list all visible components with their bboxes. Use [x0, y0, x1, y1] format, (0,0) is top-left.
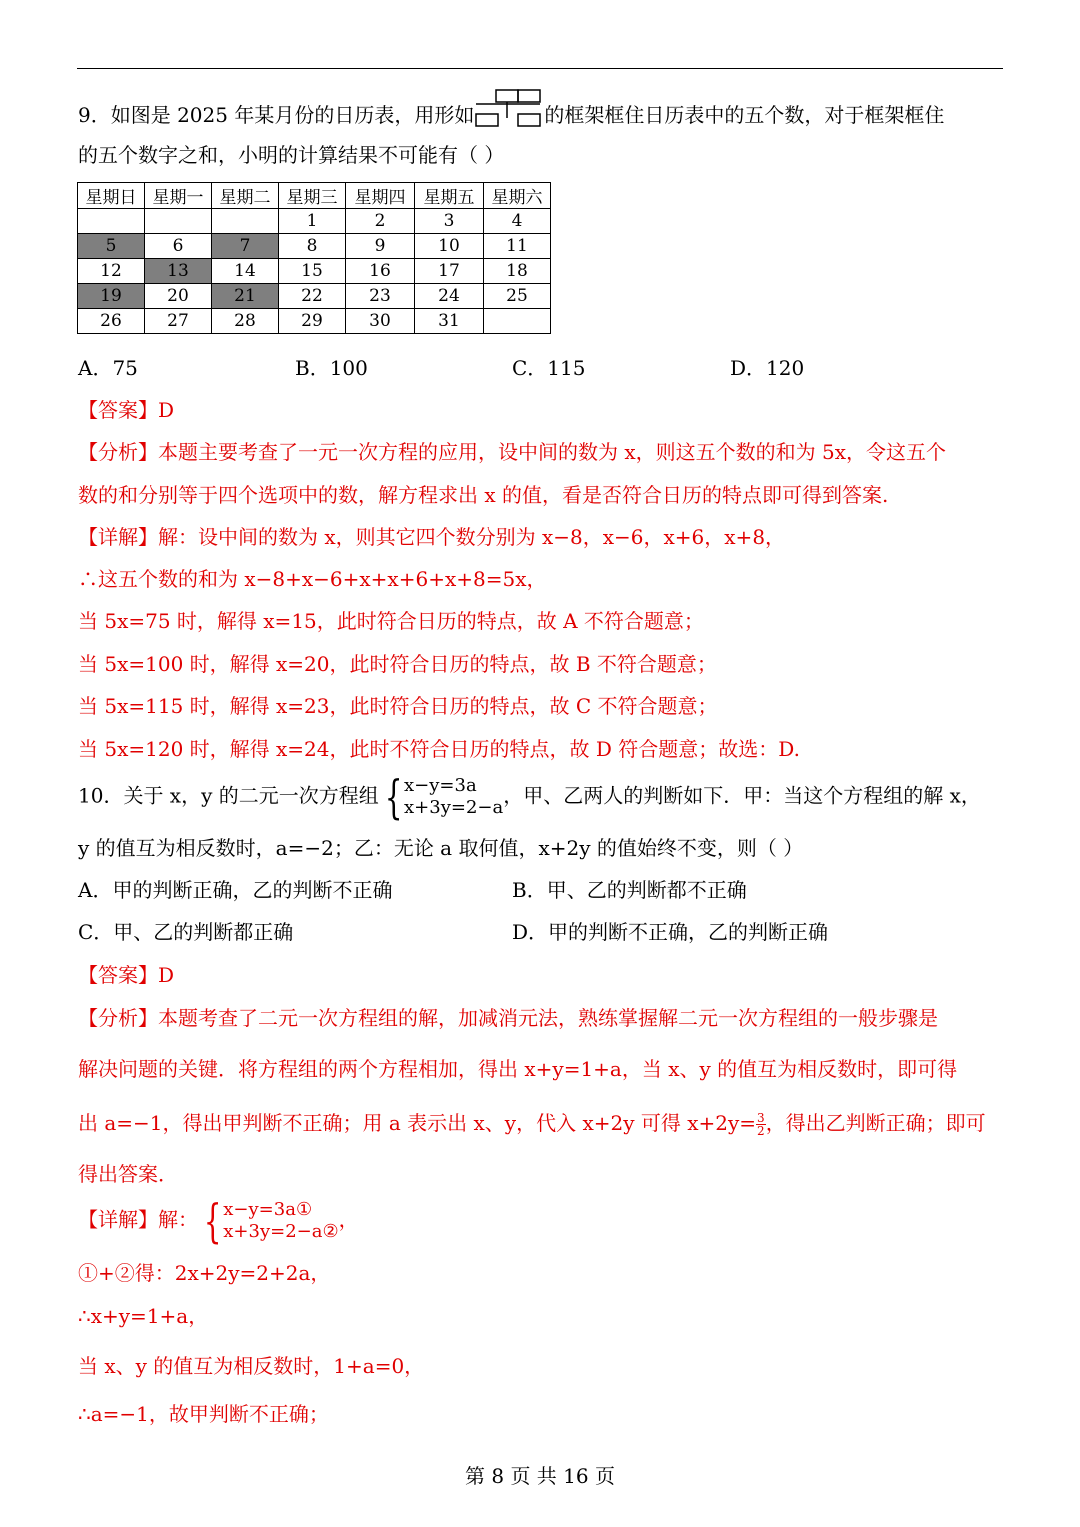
q10-option-d[interactable]: D．甲的判断不正确，乙的判断正确 — [512, 920, 829, 944]
q10-eq1: x−y=3a — [404, 775, 477, 796]
calendar-cell: 19 — [78, 284, 145, 309]
calendar-row — [78, 209, 551, 234]
calendar-cell: 26 — [78, 309, 145, 334]
q10-detail-prefix: 【详解】解： — [78, 1207, 198, 1232]
q10-eq2: x+3y=2−a — [404, 797, 504, 818]
calendar-row — [78, 309, 551, 334]
q9-detail-3: 当 5x=75 时，解得 x=15，此时符合日历的特点，故 A 不符合题意； — [78, 609, 704, 633]
q10-analysis-1: 【分析】本题考查了二元一次方程组的解，加减消元法，熟练掌握解二元一次方程组的一般步骤是 — [78, 1006, 938, 1030]
calendar-table — [77, 182, 551, 334]
q10-equation-system — [379, 770, 504, 824]
calendar-cell — [484, 309, 551, 334]
calendar-cell: 25 — [484, 284, 551, 309]
calendar-cell: 21 — [212, 284, 279, 309]
q9-answer: 【答案】D — [78, 398, 175, 422]
q9-detail-6: 当 5x=120 时，解得 x=24，此时不符合日历的特点，故 D 符合题意；故选：D. — [78, 737, 800, 761]
q9-option-a[interactable]: A．75 — [78, 356, 138, 380]
q10-analysis-2: 解决问题的关键．将方程组的两个方程相加，得出 x+y=1+a，当 x、y 的值互为相反数时，即可得 — [78, 1057, 958, 1081]
calendar-cell: 30 — [346, 309, 415, 334]
q10-analysis-3 — [78, 1109, 986, 1137]
calendar-header-cell: 星期三 — [279, 183, 346, 209]
q9-detail-1: 【详解】解：设中间的数为 x，则其它四个数分别为 x−8，x−6，x+6，x+8， — [78, 525, 786, 549]
calendar-cell: 8 — [279, 234, 346, 259]
q9-detail-5: 当 5x=115 时，解得 x=23，此时符合日历的特点，故 C 不符合题意； — [78, 694, 718, 718]
q9-stem-a: 9．如图是 2025 年某月份的日历表，用形如 — [78, 103, 475, 127]
calendar-cell: 9 — [346, 234, 415, 259]
calendar-header-cell: 星期六 — [484, 183, 551, 209]
calendar-cell: 4 — [484, 209, 551, 234]
calendar-cell: 31 — [415, 309, 484, 334]
q9-analysis-1: 【分析】本题主要考查了一元一次方程的应用，设中间的数为 x，则这五个数的和为 5x，令这五个 — [78, 440, 946, 464]
q9-option-b[interactable]: B．100 — [295, 356, 368, 380]
calendar-cell: 27 — [145, 309, 212, 334]
q10-step-1: ①+②得：2x+2y=2+2a， — [78, 1261, 331, 1285]
left-brace-icon: { — [384, 770, 403, 824]
q9-detail-2: ∴这五个数的和为 x−8+x−6+x+x+6+x+8=5x， — [78, 567, 547, 591]
q10-answer: 【答案】D — [78, 963, 175, 987]
q10-line1 — [78, 770, 981, 824]
fraction-numerator: 3 — [757, 1111, 765, 1125]
q10-analysis-3a: 出 a=−1，得出甲判断不正确；用 a 表示出 x、y，代入 x+2y 可得 x+2y= — [78, 1111, 757, 1135]
q10-analysis-4: 得出答案． — [78, 1162, 178, 1186]
calendar-cell: 15 — [279, 259, 346, 284]
calendar-cell: 11 — [484, 234, 551, 259]
q9-detail-4: 当 5x=100 时，解得 x=20，此时符合日历的特点，故 B 不符合题意； — [78, 652, 717, 676]
calendar-cell — [212, 209, 279, 234]
page-footer: 第 8 页 共 16 页 — [465, 1464, 615, 1488]
calendar-cell — [78, 209, 145, 234]
q10-line2: y 的值互为相反数时，a=−2；乙：无论 a 取何值，x+2y 的值始终不变，则（ ） — [78, 836, 804, 860]
calendar-cell: 13 — [145, 259, 212, 284]
calendar-cell: 7 — [212, 234, 279, 259]
q9-line1 — [78, 101, 944, 129]
calendar-cell: 6 — [145, 234, 212, 259]
fraction-three-halves — [756, 1112, 766, 1137]
calendar-row — [78, 234, 551, 259]
calendar-header-cell: 星期二 — [212, 183, 279, 209]
q10-option-a[interactable]: A．甲的判断正确，乙的判断不正确 — [78, 878, 393, 902]
calendar-row — [78, 284, 551, 309]
q10-step-3: 当 x、y 的值互为相反数时，1+a=0， — [78, 1354, 425, 1378]
q10-detail-comma: ， — [338, 1207, 359, 1232]
calendar-cell: 14 — [212, 259, 279, 284]
q10-stem-b: ，甲、乙两人的判断如下．甲：当这个方程组的解 x， — [503, 783, 981, 808]
q10-option-b[interactable]: B．甲、乙的判断都不正确 — [512, 878, 747, 902]
header-rule — [77, 68, 1003, 69]
calendar-cell: 22 — [279, 284, 346, 309]
cross-frame-shape-icon — [474, 88, 544, 128]
q10-option-c[interactable]: C．甲、乙的判断都正确 — [78, 920, 294, 944]
calendar-cell: 3 — [415, 209, 484, 234]
calendar-cell: 1 — [279, 209, 346, 234]
calendar-cell: 5 — [78, 234, 145, 259]
calendar-cell: 12 — [78, 259, 145, 284]
q9-analysis-2: 数的和分别等于四个选项中的数，解方程求出 x 的值，看是否符合日历的特点即可得到答案. — [78, 483, 889, 507]
q10-detail-eq1: x−y=3a① — [223, 1199, 313, 1220]
q10-detail-eq2: x+3y=2−a② — [223, 1221, 339, 1242]
q10-detail-equation-system — [198, 1194, 339, 1248]
calendar-cell: 24 — [415, 284, 484, 309]
calendar-header-cell: 星期四 — [346, 183, 415, 209]
q9-option-c[interactable]: C．115 — [512, 356, 586, 380]
calendar-cell: 28 — [212, 309, 279, 334]
calendar-header-cell: 星期一 — [145, 183, 212, 209]
calendar-cell: 29 — [279, 309, 346, 334]
q10-step-2: ∴x+y=1+a， — [78, 1304, 209, 1328]
calendar-cell: 20 — [145, 284, 212, 309]
calendar-header-row — [78, 183, 551, 209]
q10-stem-a: 10．关于 x，y 的二元一次方程组 — [78, 783, 379, 808]
q10-step-4: ∴a=−1，故甲判断不正确； — [78, 1402, 329, 1426]
calendar-cell — [145, 209, 212, 234]
calendar-header-cell: 星期日 — [78, 183, 145, 209]
calendar-row — [78, 259, 551, 284]
calendar-cell: 10 — [415, 234, 484, 259]
q10-analysis-3b: ，得出乙判断正确；即可 — [765, 1111, 986, 1135]
calendar-cell: 18 — [484, 259, 551, 284]
fraction-denominator: 2 — [757, 1124, 765, 1138]
calendar-cell: 2 — [346, 209, 415, 234]
calendar-cell: 16 — [346, 259, 415, 284]
left-brace-icon: { — [203, 1194, 222, 1248]
q10-detail-system — [78, 1194, 359, 1248]
calendar-cell: 23 — [346, 284, 415, 309]
q9-option-d[interactable]: D．120 — [730, 356, 805, 380]
calendar-cell: 17 — [415, 259, 484, 284]
q9-stem-b: 的框架框住日历表中的五个数，对于框架框住 — [544, 103, 945, 127]
q9-line2: 的五个数字之和，小明的计算结果不可能有（ ） — [78, 143, 505, 167]
calendar-header-cell: 星期五 — [415, 183, 484, 209]
